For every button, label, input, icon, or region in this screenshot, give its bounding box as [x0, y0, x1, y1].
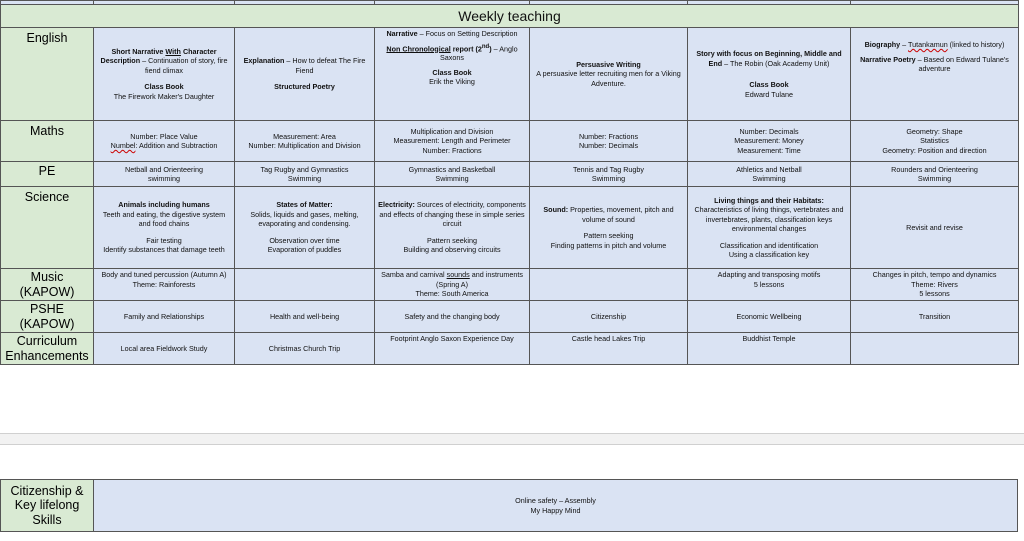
- music-cell-1: Body and tuned percussion (Autumn A) Theme: Rainforests: [94, 269, 235, 301]
- subject-pe: PE: [1, 162, 94, 187]
- row-pshe: [1, 301, 1019, 333]
- row-english: [1, 28, 1019, 121]
- enhancements-cell-5: Buddhist Temple: [688, 333, 851, 365]
- science-cell-3: Electricity: Sources of electricity, components and effects of changing these in simple series circuit Pattern seeking Building and observing circuits: [375, 187, 530, 269]
- pe-cell-1: Netball and Orienteering swimming: [94, 162, 235, 187]
- weekly-teaching-header: Weekly teaching: [1, 5, 1019, 28]
- subject-pshe: PSHE (KAPOW): [1, 301, 94, 333]
- enhancements-cell-1: Local area Fieldwork Study: [94, 333, 235, 365]
- weekly-header-row: [1, 5, 1019, 28]
- subject-science: Science: [1, 187, 94, 269]
- enhancements-cell-4: Castle head Lakes Trip: [530, 333, 688, 365]
- enhancements-cell-3: Footprint Anglo Saxon Experience Day: [375, 333, 530, 365]
- pshe-cell-4: Citizenship: [530, 301, 688, 333]
- music-cell-3: Samba and carnival sounds and instruments (Spring A) Theme: South America: [375, 269, 530, 301]
- subject-citizenship-skills: Citizenship & Key lifelong Skills: [1, 480, 94, 532]
- pshe-cell-1: Family and Relationships: [94, 301, 235, 333]
- english-cell-4: Persuasive Writing A persuasive letter recruiting men for a Viking Adventure.: [530, 28, 688, 121]
- row-maths: [1, 121, 1019, 162]
- pshe-cell-6: Transition: [851, 301, 1019, 333]
- pe-cell-4: Tennis and Tag Rugby Swimming: [530, 162, 688, 187]
- maths-cell-2: Measurement: Area Number: Multiplication and Division: [235, 121, 375, 162]
- row-citizenship-skills: [1, 480, 1018, 532]
- maths-cell-6: Geometry: Shape Statistics Geometry: Position and direction: [851, 121, 1019, 162]
- page-break-gap: [0, 433, 1024, 445]
- music-cell-5: Adapting and transposing motifs 5 lessons: [688, 269, 851, 301]
- science-cell-4: Sound: Properties, movement, pitch and volume of sound Pattern seeking Finding patterns in pitch and volume: [530, 187, 688, 269]
- subject-maths: Maths: [1, 121, 94, 162]
- science-cell-6: Revisit and revise: [851, 187, 1019, 269]
- pshe-cell-3: Safety and the changing body: [375, 301, 530, 333]
- row-pe: [1, 162, 1019, 187]
- science-cell-5: Living things and their Habitats: Characteristics of living things, vertebrates and invertebrates, plants, classification keys environmental changes Classification and identification Using a classification key: [688, 187, 851, 269]
- music-cell-2: [235, 269, 375, 301]
- music-cell-6: Changes in pitch, tempo and dynamics Theme: Rivers 5 lessons: [851, 269, 1019, 301]
- science-cell-1: Animals including humans Teeth and eating, the digestive system and food chains Fair testing Identify substances that damage teeth: [94, 187, 235, 269]
- subject-english: English: [1, 28, 94, 121]
- bottom-section: [0, 479, 1019, 532]
- pshe-cell-2: Health and well-being: [235, 301, 375, 333]
- english-cell-6: Biography – Tutankamun (linked to history) Narrative Poetry – Based on Edward Tulane's adventure: [851, 28, 1019, 121]
- english-cell-1: Short Narrative With Character Description – Continuation of story, fire fiend climax Class Book The Firework Maker's Daughter: [94, 28, 235, 121]
- skills-table: [0, 479, 1018, 532]
- english-cell-2: Explanation – How to defeat The Fire Fiend Structured Poetry: [235, 28, 375, 121]
- english-cell-3: Narrative – Focus on Setting Description Non Chronological report (2nd) – Anglo Saxons Class Book Erik the Viking: [375, 28, 530, 121]
- science-cell-2: States of Matter: Solids, liquids and gases, melting, evaporating and condensing. Observation over time Evaporation of puddles: [235, 187, 375, 269]
- row-enhancements: [1, 333, 1019, 365]
- music-cell-4: [530, 269, 688, 301]
- citizenship-skills-cell: Online safety – Assembly My Happy Mind: [94, 480, 1018, 532]
- pe-cell-2: Tag Rugby and Gymnastics Swimming: [235, 162, 375, 187]
- maths-cell-5: Number: Decimals Measurement: Money Measurement: Time: [688, 121, 851, 162]
- pe-cell-5: Athletics and Netball Swimming: [688, 162, 851, 187]
- pe-cell-3: Gymnastics and Basketball Swimming: [375, 162, 530, 187]
- maths-cell-3: Multiplication and Division Measurement: Length and Perimeter Number: Fractions: [375, 121, 530, 162]
- maths-cell-4: Number: Fractions Number: Decimals: [530, 121, 688, 162]
- enhancements-cell-6: [851, 333, 1019, 365]
- english-cell-5: Story with focus on Beginning, Middle and End – The Robin (Oak Academy Unit) Class Book Edward Tulane: [688, 28, 851, 121]
- maths-cell-1: Number: Place Value Numbel: Addition and Subtraction: [94, 121, 235, 162]
- subject-music: Music (KAPOW): [1, 269, 94, 301]
- row-music: [1, 269, 1019, 301]
- pshe-cell-5: Economic Wellbeing: [688, 301, 851, 333]
- enhancements-cell-2: Christmas Church Trip: [235, 333, 375, 365]
- row-science: [1, 187, 1019, 269]
- pe-cell-6: Rounders and Orienteering Swimming: [851, 162, 1019, 187]
- subject-enhancements: Curriculum Enhancements: [1, 333, 94, 365]
